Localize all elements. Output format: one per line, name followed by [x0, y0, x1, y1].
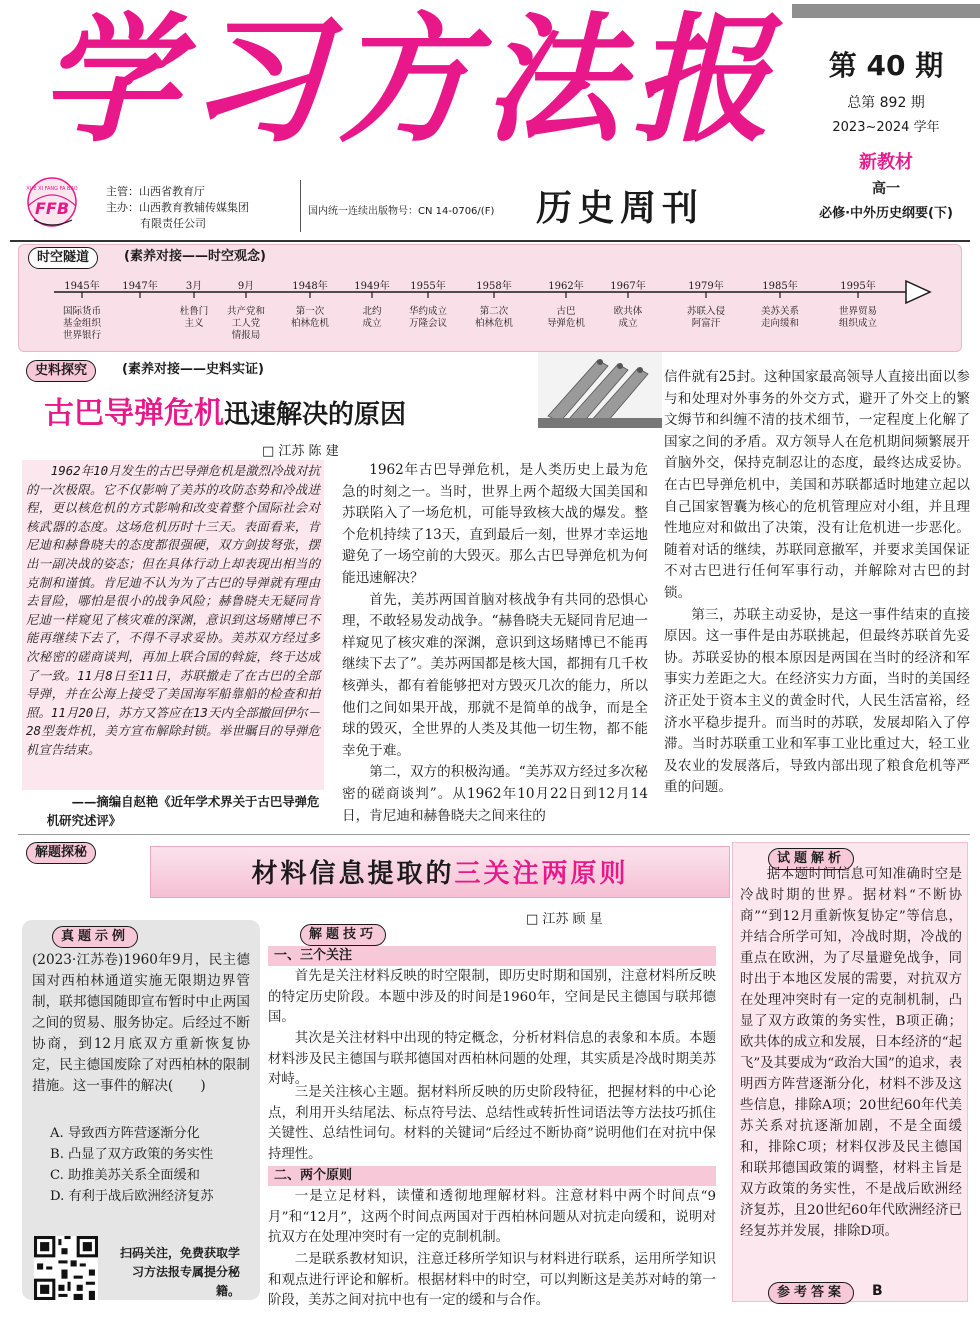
answer-value: B	[872, 1283, 883, 1299]
tips-paragraph: 首先是关注材料反映的时空限制，即历史时期和国别，注意材料所反映的特定历史阶段。本题中涉及的时间是1960年，空间是民主德国与联邦德国。	[268, 969, 716, 1026]
timeline-item	[687, 279, 726, 329]
tips-paragraph: 其次是关注材料中出现的特定概念，分析材料信息的表象和本质。本题材料涉及民主德国与联邦德国对西柏林问题的处理，其实质是冷战时期美苏对峙。	[268, 1031, 716, 1088]
timeline-item	[291, 279, 330, 329]
timeline-event: 工人党	[231, 318, 261, 329]
timeline-event: 阿富汗	[691, 318, 721, 329]
timeline-event: 国际货币	[62, 306, 102, 317]
example-question: (2023·江苏卷)1960年9月，民主德国对西柏林通道实施无限期边界管制，联邦德国随即宣布暂时中止两国之间的贸易、服务协定。后经过不断协商，到12月底双方重新恢复协定，民主德国废除了对西柏林的限制措施。这一事件的解决( )	[32, 952, 250, 1094]
article-paragraph: 第三，苏联主动妥协，是这一事件结束的直接原因。这一事件是由苏联挑起，但最终苏联首先妥协。苏联妥协的根本原因是两国在当时的经济和军事实力差距之大。在经济实力方面，当时的美国经济正处于资本主义的黄金时代，人民生活富裕，经济水平稳步提升。而当时的苏联，发展却陷入了停滞。当时苏联重工业和军事工业比重过大，轻工业及农业的发展落后，导致内部出现了粮食危机等严重的问题。	[664, 606, 970, 796]
timeline-event: 华约成立	[408, 306, 448, 317]
timeline-item	[839, 279, 878, 329]
timeline-event: 成立	[362, 318, 382, 329]
analysis-text: 据本题时间信息可知准确时空是冷战时期的世界。据材料“不断协商”“到12月重新恢复协定”等信息，并结合所学可知，冷战时期，冷战的重点在欧洲，为了尽量避免战争，同时出于本地区发展的需要，对抗双方在处理冲突时有一定的克制机制，凸显了双方政策的务实性，B项正确；欧共体的成立和发展，日本经济的“起飞”及其要成为“政治大国”的追求，表明西方阵营逐渐分化，材料不涉及这些信息，排除A项；20世纪60年代美苏关系对抗逐渐加剧，不是全面缓和，排除C项；材料仅涉及民主德国和联邦德国政策的调整，材料主旨是双方政策的务实性，不是战后欧洲经济复苏，且20世纪60年代欧洲经济已经复苏并发展，排除D项。	[740, 867, 962, 1239]
timeline-event: 世界贸易	[838, 306, 878, 317]
timeline-event: 走向缓和	[760, 318, 800, 329]
timeline-year: 1958年	[476, 281, 512, 292]
scan-promo-text: 扫码关注，免费获取学习方法报专属提分秘籍。	[119, 1246, 240, 1298]
source-material	[22, 460, 324, 790]
timeline-item	[610, 279, 645, 329]
timeline-chart	[18, 270, 962, 352]
sponsor-info	[106, 184, 296, 232]
example-tag: 真题示例	[52, 926, 138, 948]
timeline-year: 1967年	[610, 281, 646, 292]
tips-heading: 二、两个原则	[268, 1166, 716, 1186]
tips-paragraph: 一是立足材料，读懂和透彻地理解材料。注意材料中两个时间点“9月”和“12月”，这两个时间点两国对于西柏林问题从对抗走向缓和，说明对抗双方在处理冲突时有一定的克制机制。	[268, 1189, 716, 1246]
headline-highlight: 古巴导弹危机	[44, 396, 224, 431]
title-part: 材料信息提取的	[251, 859, 455, 889]
top-grey-bar	[792, 4, 980, 18]
timeline-year: 1948年	[292, 281, 328, 292]
logo-arc-text: XUE XI FANG FA BAO	[26, 186, 78, 192]
timeline-event: 世界银行	[62, 330, 102, 341]
issue-total: 总第 892 期	[847, 95, 925, 111]
section-tag: 解题探秘	[26, 842, 96, 864]
timeline-item	[63, 279, 102, 341]
timeline-item	[354, 279, 389, 329]
timeline-year: 1979年	[688, 281, 724, 292]
timeline-year: 1947年	[122, 281, 158, 292]
weekly-title: 历史周刊	[536, 188, 705, 229]
newspaper-title: 学习方法报	[40, 0, 781, 161]
tips-heading: 一、三个关注	[268, 946, 716, 966]
divider	[300, 180, 301, 232]
timeline-item	[180, 280, 209, 329]
option-d: D. 有利于战后欧洲经济复苏	[50, 1189, 214, 1204]
article-byline: □ 江苏 陈 建	[262, 444, 339, 459]
article-paragraph: 1962年古巴导弹危机，是人类历史上最为危急的时刻之一。当时，世界上两个超级大国美国和苏联陷入了一场危机，可能导致核大战的爆发。整个危机持续了13天，直到最后一刻，世界才幸运地避免了一场空前的大毁灭。那么古巴导弹危机为何能迅速解决？	[342, 462, 648, 586]
timeline-year: 3月	[185, 281, 203, 292]
timeline-event: 柏林危机	[474, 318, 514, 329]
timeline-arrow-icon	[906, 281, 930, 303]
timeline-item	[227, 280, 265, 341]
analysis-tag: 试题解析	[768, 848, 854, 870]
timeline-item	[547, 279, 586, 329]
timeline-year: 1962年	[548, 281, 584, 292]
issue-number: 第 40 期	[828, 49, 944, 82]
timeline-event: 成立	[618, 318, 638, 329]
timeline-item	[761, 279, 800, 329]
timeline-year: 1955年	[410, 281, 446, 292]
sponsor-line: 主办：山西教育教辅传媒集团	[106, 201, 249, 214]
timeline-event: 古巴	[556, 306, 576, 317]
qr-code-icon	[34, 1236, 98, 1300]
timeline-event: 欧共体	[613, 306, 643, 317]
option-a: A. 导致西方阵营逐渐分化	[50, 1126, 200, 1141]
article-paragraph: 首先，美苏两国首脑对核战争有共同的恐惧心理，不敢轻易发动战争。“赫鲁晓夫无疑同肯尼迪一样窥见了核灾难的深渊，意识到这场赌博已不能再继续下去了”。美苏两国都是核大国，都拥有几千枚核弹头，都有着能够把对方毁灭几次的能力，所以他们之间如果开战，那就不是简单的战争，而是全球的毁灭，全世界的人类及其他一切生物，都不能幸免于难。	[342, 591, 649, 759]
logo-mark: FFB	[34, 199, 70, 218]
school-year: 2023~2024 学年	[832, 120, 940, 135]
section-tag: 史料探究	[26, 360, 96, 382]
source-citation: ——摘编自赵艳《近年学术界关于古巴导弹危机研究述评》	[46, 794, 320, 828]
answer-tag: 参考答案	[768, 1282, 854, 1304]
tips-tag: 解题技巧	[300, 924, 386, 946]
sponsor-line: 有限责任公司	[140, 217, 206, 230]
section-byline: □ 江苏 顾 星	[526, 912, 603, 927]
headline-rest: 迅速解决的原因	[224, 400, 407, 430]
timeline-event: 情报局	[231, 330, 261, 341]
source-text: 1962年10月发生的古巴导弹危机是激烈冷战对抗的一次极限。它不仅影响了美苏的攻防态势和冷战进程，更以核危机的方式影响和改变着整个国际社会对核武器的态度。这场危机历时十三天。表面看来，肯尼迪和赫鲁晓夫的态度都很强硬，双方剑拔弩张，摆出一副决战的姿态；但在具体行动上却表现出相当的克制和谨慎。肯尼迪不认为为了古巴的导弹就有理由去冒险，哪怕是很小的战争风险；赫鲁晓夫无疑同肯尼迪一样窥见了核灾难的深渊，意识到这场赌博已不能再继续下去了，不得不寻求妥协。美苏双方经过多次秘密的磋商谈判，再加上联合国的斡旋，终于达成了一致。11月8日至11日，苏联撤走了在古巴的全部导弹，并在公海上接受了美国海军船靠船的检查和拍照。11月20日，苏方又答应在13天内全部撤回伊尔－28型轰炸机，美方宣布解除封锁。举世瞩目的导弹危机宣告结束。	[26, 463, 320, 757]
timeline-event: 第二次	[479, 306, 509, 317]
timeline-event: 导弹危机	[546, 318, 586, 329]
timeline-year: 1945年	[64, 281, 100, 292]
timeline-event: 北约	[362, 306, 382, 317]
divider	[18, 834, 970, 835]
divider	[10, 240, 970, 242]
issn-number: 国内统一连续出版物号：CN 14-0706/(F)	[308, 206, 495, 217]
timeline-event: 柏林危机	[290, 318, 330, 329]
section-subtitle: (素养对接——史料实证)	[122, 362, 264, 377]
timeline-item	[475, 279, 514, 329]
timeline-year: 1995年	[840, 281, 876, 292]
article-column-3	[664, 367, 970, 799]
option-c: C. 助推美苏关系全面缓和	[50, 1168, 200, 1183]
timeline-event: 第一次	[295, 306, 325, 317]
timeline-year: 1949年	[354, 281, 390, 292]
timeline-event: 基金组织	[62, 318, 102, 329]
timeline-year: 9月	[237, 281, 255, 292]
section-subtitle: (素养对接——时空观念)	[124, 249, 266, 264]
timeline-event: 共产党和	[226, 306, 266, 317]
timeline-event: 组织成立	[838, 318, 878, 329]
article-paragraph: 第二，双方的积极沟通。“美苏双方经过多次秘密的磋商谈判”。从1962年10月22日到12月14日，肯尼迪和赫鲁晓夫之间来往的	[342, 764, 649, 824]
sponsor-line: 主管：山西省教育厅	[106, 185, 205, 198]
article-headline	[44, 392, 644, 436]
section-tag: 时空隧道	[28, 247, 98, 269]
edition-label: 新教材	[859, 152, 913, 173]
book-label: 必修·中外历史纲要(下)	[819, 206, 953, 221]
article-column-2	[342, 460, 648, 827]
ffb-logo	[14, 176, 94, 232]
timeline-event: 主义	[184, 318, 204, 329]
timeline-item	[122, 279, 157, 298]
timeline-item	[409, 279, 448, 329]
title-highlight: 三关注两原则	[454, 859, 629, 889]
timeline-event: 杜鲁门	[179, 306, 209, 317]
article-paragraph: 信件就有25封。这种国家最高领导人直接出面以参与和处理对外事务的外交方式，避开了外交上的繁文缛节和纠缠不清的技术细节，一定程度上化解了国家之间的矛盾。双方领导人在危机期间频繁展开首脑外交，保持克制忍让的态度，最终达成妥协。在古巴导弹危机中，美国和苏联都适时地建立起以自己国家智囊为核心的危机管理应对小组，并且理性地应对和做出了决策，没有让危机进一步恶化。随着对话的继续，苏联同意撤军，并要求美国保证不对古巴进行任何军事行动，并解除对古巴的封锁。	[664, 369, 970, 601]
section-title	[150, 850, 730, 898]
tips-paragraph: 二是联系教材知识，注意迁移所学知识与材料进行联系，运用所学知识和观点进行评论和解析。根据材料中的时空，可以判断这是美苏对峙的第一阶段，美苏之间对抗中也有一定的缓和与合作。	[268, 1252, 716, 1309]
timeline-year: 1985年	[762, 281, 798, 292]
tips-paragraph: 三是关注核心主题。据材料所反映的历史阶段特征，把握材料的中心论点，利用开头结尾法、标点符号法、总结性或转折性词语法等方法技巧抓住关键性、总结性词句。材料的关键词“后经过不断协商”说明他们在对抗中保持理性。	[268, 1085, 716, 1162]
timeline-event: 苏联入侵	[686, 306, 726, 317]
grade-label: 高一	[872, 181, 900, 197]
option-b: B. 凸显了双方政策的务实性	[50, 1147, 214, 1162]
timeline-event: 万隆会议	[408, 318, 448, 329]
timeline-event: 美苏关系	[760, 306, 800, 317]
